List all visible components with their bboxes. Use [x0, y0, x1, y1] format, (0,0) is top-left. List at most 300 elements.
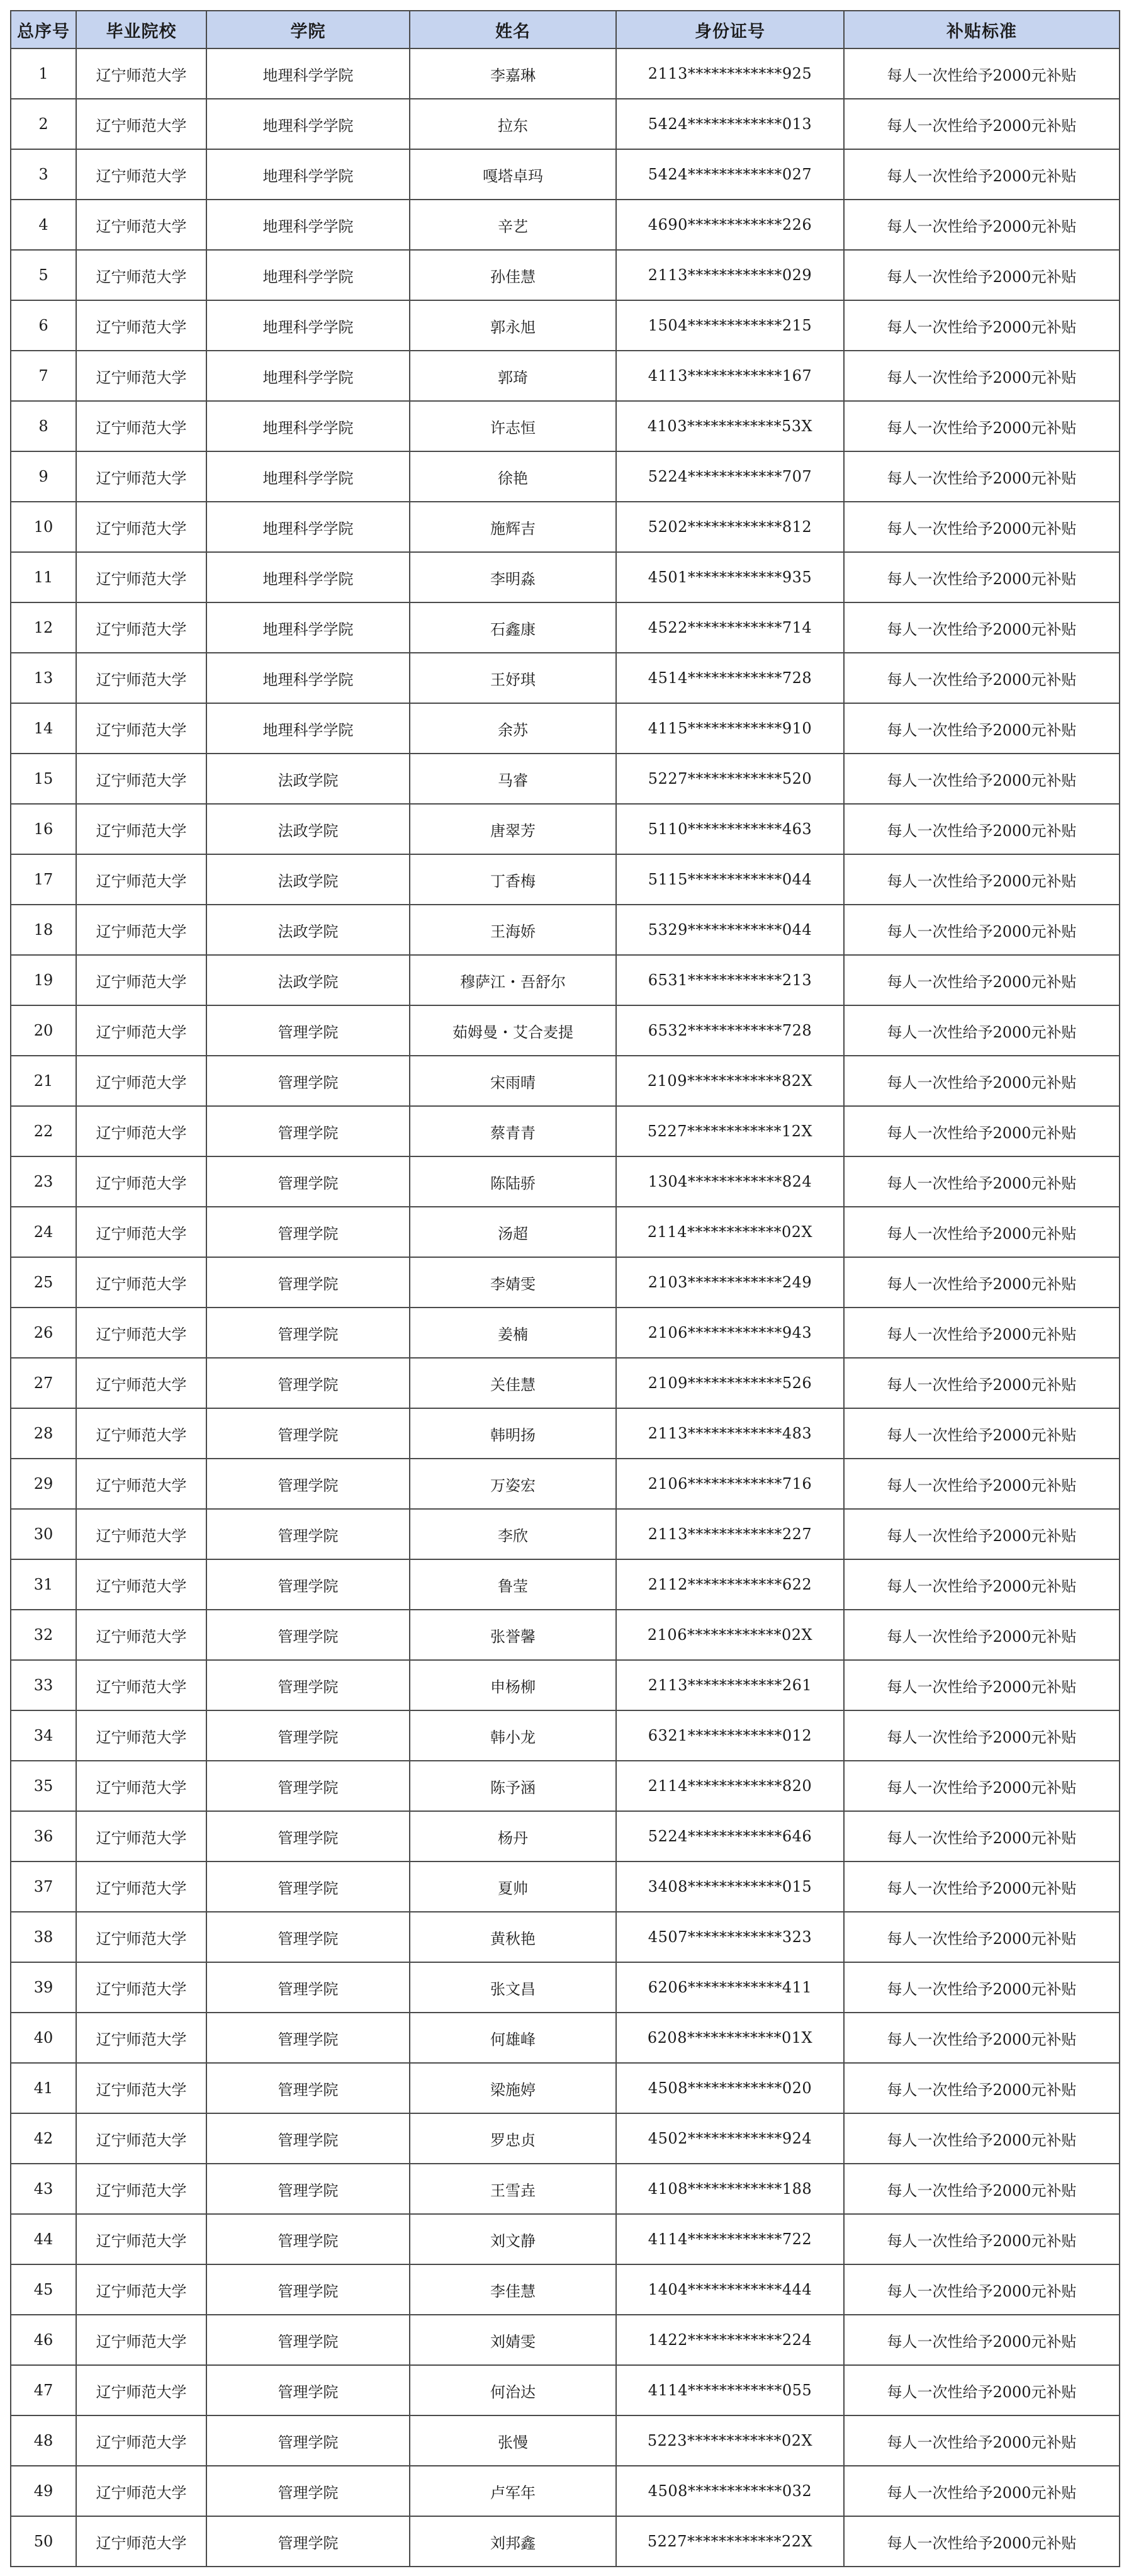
- table-row: [11, 1861, 1120, 1912]
- id-number-cell: 2113************925: [616, 48, 844, 99]
- graduate-school-cell: 辽宁师范大学: [76, 1257, 206, 1308]
- serial-number-cell: 50: [11, 2516, 76, 2567]
- id-number-cell: 1504************215: [616, 300, 844, 351]
- id-number-cell: 5224************646: [616, 1811, 844, 1861]
- name-cell: 关佳慧: [410, 1358, 616, 1408]
- serial-number-cell: 16: [11, 804, 76, 854]
- name-cell: 马睿: [410, 754, 616, 804]
- college-cell: 管理学院: [206, 1005, 410, 1056]
- graduate-school-cell: 辽宁师范大学: [76, 1660, 206, 1710]
- subsidy-standard-cell: 每人一次性给予2000元补贴: [844, 1106, 1120, 1156]
- id-number-cell: 4502************924: [616, 2113, 844, 2164]
- graduate-school-cell: 辽宁师范大学: [76, 2113, 206, 2164]
- table-row: [11, 2013, 1120, 2063]
- college-cell: 管理学院: [206, 2466, 410, 2516]
- subsidy-standard-cell: 每人一次性给予2000元补贴: [844, 1005, 1120, 1056]
- college-cell: 管理学院: [206, 1962, 410, 2013]
- id-number-cell: 2113************227: [616, 1509, 844, 1559]
- name-cell: 徐艳: [410, 451, 616, 502]
- serial-number-cell: 33: [11, 1660, 76, 1710]
- name-cell: 鲁莹: [410, 1559, 616, 1610]
- table-row: [11, 1912, 1120, 1962]
- college-cell: 管理学院: [206, 1308, 410, 1358]
- name-cell: 郭琦: [410, 351, 616, 401]
- subsidy-standard-cell: 每人一次性给予2000元补贴: [844, 1207, 1120, 1257]
- graduate-school-cell: 辽宁师范大学: [76, 1459, 206, 1509]
- subsidy-standard-cell: 每人一次性给予2000元补贴: [844, 1156, 1120, 1207]
- graduate-school-cell: 辽宁师范大学: [76, 653, 206, 703]
- table-row: [11, 1660, 1120, 1710]
- table-row: [11, 2113, 1120, 2164]
- name-cell: 石鑫康: [410, 602, 616, 653]
- graduate-school-cell: 辽宁师范大学: [76, 2315, 206, 2365]
- subsidy-standard-cell: 每人一次性给予2000元补贴: [844, 955, 1120, 1005]
- graduate-school-cell: 辽宁师范大学: [76, 300, 206, 351]
- name-cell: 韩明扬: [410, 1408, 616, 1459]
- subsidy-standard-cell: 每人一次性给予2000元补贴: [844, 1811, 1120, 1861]
- name-cell: 李佳慧: [410, 2264, 616, 2315]
- serial-number-cell: 35: [11, 1761, 76, 1811]
- serial-number-cell: 6: [11, 300, 76, 351]
- subsidy-standard-cell: 每人一次性给予2000元补贴: [844, 2214, 1120, 2264]
- name-cell: 罗忠贞: [410, 2113, 616, 2164]
- table-body: [11, 48, 1120, 2567]
- id-number-cell: 5227************22X: [616, 2516, 844, 2567]
- serial-number-cell: 13: [11, 653, 76, 703]
- id-number-cell: 6531************213: [616, 955, 844, 1005]
- name-cell: 夏帅: [410, 1861, 616, 1912]
- subsidy-standard-cell: 每人一次性给予2000元补贴: [844, 2164, 1120, 2214]
- table-row: [11, 250, 1120, 300]
- table-row: [11, 1005, 1120, 1056]
- id-number-cell: 5223************02X: [616, 2415, 844, 2466]
- serial-number-cell: 34: [11, 1710, 76, 1761]
- id-number-cell: 2114************820: [616, 1761, 844, 1811]
- subsidy-standard-cell: 每人一次性给予2000元补贴: [844, 1559, 1120, 1610]
- college-cell: 法政学院: [206, 754, 410, 804]
- subsidy-standard-cell: 每人一次性给予2000元补贴: [844, 1056, 1120, 1106]
- graduate-school-cell: 辽宁师范大学: [76, 451, 206, 502]
- subsidy-standard-cell: 每人一次性给予2000元补贴: [844, 2063, 1120, 2113]
- serial-number-cell: 48: [11, 2415, 76, 2466]
- serial-number-cell: 25: [11, 1257, 76, 1308]
- college-cell: 地理科学学院: [206, 48, 410, 99]
- serial-number-cell: 20: [11, 1005, 76, 1056]
- college-cell: 地理科学学院: [206, 300, 410, 351]
- name-cell: 郭永旭: [410, 300, 616, 351]
- college-cell: 地理科学学院: [206, 250, 410, 300]
- id-number-cell: 1404************444: [616, 2264, 844, 2315]
- name-cell: 茹姆曼・艾合麦提: [410, 1005, 616, 1056]
- name-cell: 孙佳慧: [410, 250, 616, 300]
- college-cell: 管理学院: [206, 1358, 410, 1408]
- graduate-school-cell: 辽宁师范大学: [76, 99, 206, 149]
- subsidy-standard-cell: 每人一次性给予2000元补贴: [844, 502, 1120, 552]
- id-number-cell: 4103************53X: [616, 401, 844, 451]
- table-row: [11, 2164, 1120, 2214]
- college-cell: 管理学院: [206, 2516, 410, 2567]
- id-number-cell: 6206************411: [616, 1962, 844, 2013]
- table-header: [11, 11, 1120, 48]
- name-cell: 梁施婷: [410, 2063, 616, 2113]
- college-cell: 地理科学学院: [206, 552, 410, 602]
- id-number-cell: 1304************824: [616, 1156, 844, 1207]
- subsidy-standard-cell: 每人一次性给予2000元补贴: [844, 2516, 1120, 2567]
- subsidy-standard-cell: 每人一次性给予2000元补贴: [844, 451, 1120, 502]
- id-number-cell: 5424************013: [616, 99, 844, 149]
- id-number-cell: 5424************027: [616, 149, 844, 200]
- graduate-school-cell: 辽宁师范大学: [76, 1761, 206, 1811]
- name-cell: 韩小龙: [410, 1710, 616, 1761]
- serial-number-cell: 46: [11, 2315, 76, 2365]
- serial-number-cell: 38: [11, 1912, 76, 1962]
- college-cell: 法政学院: [206, 905, 410, 955]
- table-row: [11, 1106, 1120, 1156]
- name-cell: 刘婧雯: [410, 2315, 616, 2365]
- serial-number-cell: 42: [11, 2113, 76, 2164]
- college-cell: 管理学院: [206, 2013, 410, 2063]
- subsidy-standard-cell: 每人一次性给予2000元补贴: [844, 99, 1120, 149]
- graduate-school-cell: 辽宁师范大学: [76, 2516, 206, 2567]
- graduate-school-cell: 辽宁师范大学: [76, 1962, 206, 2013]
- serial-number-cell: 23: [11, 1156, 76, 1207]
- table-row: [11, 1358, 1120, 1408]
- id-number-cell: 4114************055: [616, 2365, 844, 2415]
- id-number-cell: 4113************167: [616, 351, 844, 401]
- name-cell: 张文昌: [410, 1962, 616, 2013]
- table-row: [11, 351, 1120, 401]
- header-name: 姓名: [410, 11, 616, 48]
- table-row: [11, 1308, 1120, 1358]
- id-number-cell: 6321************012: [616, 1710, 844, 1761]
- subsidy-standard-cell: 每人一次性给予2000元补贴: [844, 905, 1120, 955]
- id-number-cell: 5227************12X: [616, 1106, 844, 1156]
- id-number-cell: 2109************82X: [616, 1056, 844, 1106]
- name-cell: 宋雨晴: [410, 1056, 616, 1106]
- subsidy-standard-cell: 每人一次性给予2000元补贴: [844, 1509, 1120, 1559]
- subsidy-standard-cell: 每人一次性给予2000元补贴: [844, 1962, 1120, 2013]
- serial-number-cell: 41: [11, 2063, 76, 2113]
- college-cell: 管理学院: [206, 1912, 410, 1962]
- college-cell: 地理科学学院: [206, 149, 410, 200]
- college-cell: 法政学院: [206, 804, 410, 854]
- table-row: [11, 653, 1120, 703]
- subsidy-standard-cell: 每人一次性给予2000元补贴: [844, 2264, 1120, 2315]
- graduate-school-cell: 辽宁师范大学: [76, 703, 206, 754]
- name-cell: 张誉馨: [410, 1610, 616, 1660]
- subsidy-standard-cell: 每人一次性给予2000元补贴: [844, 552, 1120, 602]
- graduate-school-cell: 辽宁师范大学: [76, 1358, 206, 1408]
- graduate-school-cell: 辽宁师范大学: [76, 1005, 206, 1056]
- graduate-school-cell: 辽宁师范大学: [76, 351, 206, 401]
- name-cell: 李欣: [410, 1509, 616, 1559]
- serial-number-cell: 9: [11, 451, 76, 502]
- serial-number-cell: 18: [11, 905, 76, 955]
- name-cell: 李婧雯: [410, 1257, 616, 1308]
- header-college: 学院: [206, 11, 410, 48]
- name-cell: 王海娇: [410, 905, 616, 955]
- college-cell: 地理科学学院: [206, 653, 410, 703]
- graduate-school-cell: 辽宁师范大学: [76, 401, 206, 451]
- college-cell: 法政学院: [206, 955, 410, 1005]
- name-cell: 王雪垚: [410, 2164, 616, 2214]
- subsidy-standard-cell: 每人一次性给予2000元补贴: [844, 1660, 1120, 1710]
- college-cell: 管理学院: [206, 1156, 410, 1207]
- table-row: [11, 149, 1120, 200]
- id-number-cell: 6532************728: [616, 1005, 844, 1056]
- serial-number-cell: 11: [11, 552, 76, 602]
- graduate-school-cell: 辽宁师范大学: [76, 905, 206, 955]
- id-number-cell: 2106************716: [616, 1459, 844, 1509]
- graduate-school-cell: 辽宁师范大学: [76, 250, 206, 300]
- serial-number-cell: 14: [11, 703, 76, 754]
- table-row: [11, 300, 1120, 351]
- id-number-cell: 2113************261: [616, 1660, 844, 1710]
- id-number-cell: 4508************032: [616, 2466, 844, 2516]
- subsidy-standard-cell: 每人一次性给予2000元补贴: [844, 1710, 1120, 1761]
- subsidy-standard-cell: 每人一次性给予2000元补贴: [844, 1610, 1120, 1660]
- graduate-school-cell: 辽宁师范大学: [76, 1308, 206, 1358]
- subsidy-standard-cell: 每人一次性给予2000元补贴: [844, 1308, 1120, 1358]
- name-cell: 李嘉琳: [410, 48, 616, 99]
- serial-number-cell: 8: [11, 401, 76, 451]
- graduate-school-cell: 辽宁师范大学: [76, 200, 206, 250]
- name-cell: 王妤琪: [410, 653, 616, 703]
- serial-number-cell: 27: [11, 1358, 76, 1408]
- id-number-cell: 4108************188: [616, 2164, 844, 2214]
- table-row: [11, 1156, 1120, 1207]
- college-cell: 地理科学学院: [206, 351, 410, 401]
- name-cell: 李明淼: [410, 552, 616, 602]
- name-cell: 何治达: [410, 2365, 616, 2415]
- graduate-school-cell: 辽宁师范大学: [76, 602, 206, 653]
- graduate-school-cell: 辽宁师范大学: [76, 754, 206, 804]
- serial-number-cell: 10: [11, 502, 76, 552]
- college-cell: 管理学院: [206, 2063, 410, 2113]
- college-cell: 管理学院: [206, 1257, 410, 1308]
- subsidy-standard-cell: 每人一次性给予2000元补贴: [844, 602, 1120, 653]
- college-cell: 管理学院: [206, 1811, 410, 1861]
- table-row: [11, 48, 1120, 99]
- serial-number-cell: 7: [11, 351, 76, 401]
- subsidy-standard-cell: 每人一次性给予2000元补贴: [844, 351, 1120, 401]
- subsidy-standard-cell: 每人一次性给予2000元补贴: [844, 754, 1120, 804]
- name-cell: 蔡青青: [410, 1106, 616, 1156]
- table-row: [11, 955, 1120, 1005]
- id-number-cell: 2113************483: [616, 1408, 844, 1459]
- table-row: [11, 200, 1120, 250]
- graduate-school-cell: 辽宁师范大学: [76, 1056, 206, 1106]
- table-row: [11, 602, 1120, 653]
- serial-number-cell: 4: [11, 200, 76, 250]
- id-number-cell: 5329************044: [616, 905, 844, 955]
- graduate-school-cell: 辽宁师范大学: [76, 2063, 206, 2113]
- subsidy-standard-cell: 每人一次性给予2000元补贴: [844, 1408, 1120, 1459]
- subsidy-standard-cell: 每人一次性给予2000元补贴: [844, 1459, 1120, 1509]
- serial-number-cell: 17: [11, 854, 76, 905]
- id-number-cell: 5224************707: [616, 451, 844, 502]
- graduate-school-cell: 辽宁师范大学: [76, 2164, 206, 2214]
- college-cell: 管理学院: [206, 2113, 410, 2164]
- table-row: [11, 401, 1120, 451]
- name-cell: 刘邦鑫: [410, 2516, 616, 2567]
- id-number-cell: 1422************224: [616, 2315, 844, 2365]
- table-row: [11, 1257, 1120, 1308]
- table-row: [11, 1710, 1120, 1761]
- college-cell: 管理学院: [206, 1710, 410, 1761]
- graduate-school-cell: 辽宁师范大学: [76, 955, 206, 1005]
- serial-number-cell: 15: [11, 754, 76, 804]
- serial-number-cell: 22: [11, 1106, 76, 1156]
- college-cell: 管理学院: [206, 1459, 410, 1509]
- graduate-school-cell: 辽宁师范大学: [76, 1408, 206, 1459]
- subsidy-standard-cell: 每人一次性给予2000元补贴: [844, 2013, 1120, 2063]
- table-row: [11, 2063, 1120, 2113]
- table-row: [11, 1056, 1120, 1106]
- serial-number-cell: 28: [11, 1408, 76, 1459]
- table-row: [11, 2365, 1120, 2415]
- table-row: [11, 905, 1120, 955]
- subsidy-standard-cell: 每人一次性给予2000元补贴: [844, 300, 1120, 351]
- id-number-cell: 2103************249: [616, 1257, 844, 1308]
- table-row: [11, 2264, 1120, 2315]
- graduate-school-cell: 辽宁师范大学: [76, 1559, 206, 1610]
- subsidy-standard-cell: 每人一次性给予2000元补贴: [844, 1761, 1120, 1811]
- subsidy-standard-cell: 每人一次性给予2000元补贴: [844, 401, 1120, 451]
- college-cell: 管理学院: [206, 1207, 410, 1257]
- graduate-school-cell: 辽宁师范大学: [76, 1861, 206, 1912]
- serial-number-cell: 26: [11, 1308, 76, 1358]
- id-number-cell: 5202************812: [616, 502, 844, 552]
- name-cell: 丁香梅: [410, 854, 616, 905]
- college-cell: 地理科学学院: [206, 200, 410, 250]
- graduate-school-cell: 辽宁师范大学: [76, 1610, 206, 1660]
- college-cell: 管理学院: [206, 1509, 410, 1559]
- serial-number-cell: 30: [11, 1509, 76, 1559]
- id-number-cell: 4514************728: [616, 653, 844, 703]
- graduate-school-cell: 辽宁师范大学: [76, 1912, 206, 1962]
- graduate-school-cell: 辽宁师范大学: [76, 1811, 206, 1861]
- id-number-cell: 4115************910: [616, 703, 844, 754]
- name-cell: 万姿宏: [410, 1459, 616, 1509]
- subsidy-standard-cell: 每人一次性给予2000元补贴: [844, 250, 1120, 300]
- subsidy-standard-cell: 每人一次性给予2000元补贴: [844, 2415, 1120, 2466]
- subsidy-standard-cell: 每人一次性给予2000元补贴: [844, 1912, 1120, 1962]
- graduate-school-cell: 辽宁师范大学: [76, 804, 206, 854]
- table-row: [11, 1559, 1120, 1610]
- serial-number-cell: 37: [11, 1861, 76, 1912]
- college-cell: 管理学院: [206, 2264, 410, 2315]
- college-cell: 管理学院: [206, 1610, 410, 1660]
- name-cell: 汤超: [410, 1207, 616, 1257]
- subsidy-standard-cell: 每人一次性给予2000元补贴: [844, 1257, 1120, 1308]
- serial-number-cell: 24: [11, 1207, 76, 1257]
- name-cell: 何雄峰: [410, 2013, 616, 2063]
- serial-number-cell: 12: [11, 602, 76, 653]
- graduate-school-cell: 辽宁师范大学: [76, 2365, 206, 2415]
- graduate-school-cell: 辽宁师范大学: [76, 1509, 206, 1559]
- college-cell: 管理学院: [206, 2164, 410, 2214]
- id-number-cell: 2106************943: [616, 1308, 844, 1358]
- college-cell: 法政学院: [206, 854, 410, 905]
- id-number-cell: 6208************01X: [616, 2013, 844, 2063]
- subsidy-standard-cell: 每人一次性给予2000元补贴: [844, 1861, 1120, 1912]
- name-cell: 张慢: [410, 2415, 616, 2466]
- college-cell: 管理学院: [206, 1861, 410, 1912]
- subsidy-table: [10, 10, 1120, 2567]
- serial-number-cell: 32: [11, 1610, 76, 1660]
- id-number-cell: 5115************044: [616, 854, 844, 905]
- graduate-school-cell: 辽宁师范大学: [76, 2214, 206, 2264]
- header-serial-number: 总序号: [11, 11, 76, 48]
- graduate-school-cell: 辽宁师范大学: [76, 1710, 206, 1761]
- subsidy-standard-cell: 每人一次性给予2000元补贴: [844, 854, 1120, 905]
- graduate-school-cell: 辽宁师范大学: [76, 149, 206, 200]
- table-row: [11, 1408, 1120, 1459]
- graduate-school-cell: 辽宁师范大学: [76, 552, 206, 602]
- serial-number-cell: 2: [11, 99, 76, 149]
- id-number-cell: 4522************714: [616, 602, 844, 653]
- serial-number-cell: 45: [11, 2264, 76, 2315]
- college-cell: 地理科学学院: [206, 401, 410, 451]
- subsidy-standard-cell: 每人一次性给予2000元补贴: [844, 804, 1120, 854]
- id-number-cell: 2113************029: [616, 250, 844, 300]
- table-row: [11, 2315, 1120, 2365]
- graduate-school-cell: 辽宁师范大学: [76, 2013, 206, 2063]
- name-cell: 申杨柳: [410, 1660, 616, 1710]
- name-cell: 拉东: [410, 99, 616, 149]
- subsidy-standard-cell: 每人一次性给予2000元补贴: [844, 2315, 1120, 2365]
- id-number-cell: 4508************020: [616, 2063, 844, 2113]
- header-row: [11, 11, 1120, 48]
- table-row: [11, 502, 1120, 552]
- graduate-school-cell: 辽宁师范大学: [76, 2264, 206, 2315]
- serial-number-cell: 19: [11, 955, 76, 1005]
- name-cell: 穆萨江・吾舒尔: [410, 955, 616, 1005]
- serial-number-cell: 31: [11, 1559, 76, 1610]
- table-row: [11, 1207, 1120, 1257]
- name-cell: 刘文静: [410, 2214, 616, 2264]
- college-cell: 地理科学学院: [206, 451, 410, 502]
- subsidy-standard-cell: 每人一次性给予2000元补贴: [844, 2365, 1120, 2415]
- name-cell: 卢军年: [410, 2466, 616, 2516]
- graduate-school-cell: 辽宁师范大学: [76, 2415, 206, 2466]
- name-cell: 嘎塔卓玛: [410, 149, 616, 200]
- college-cell: 管理学院: [206, 1761, 410, 1811]
- id-number-cell: 4114************722: [616, 2214, 844, 2264]
- table-row: [11, 1811, 1120, 1861]
- college-cell: 管理学院: [206, 1408, 410, 1459]
- id-number-cell: 2106************02X: [616, 1610, 844, 1660]
- table-row: [11, 2214, 1120, 2264]
- serial-number-cell: 21: [11, 1056, 76, 1106]
- serial-number-cell: 47: [11, 2365, 76, 2415]
- table-row: [11, 703, 1120, 754]
- serial-number-cell: 40: [11, 2013, 76, 2063]
- table-row: [11, 2415, 1120, 2466]
- graduate-school-cell: 辽宁师范大学: [76, 1106, 206, 1156]
- table-row: [11, 1761, 1120, 1811]
- college-cell: 管理学院: [206, 1056, 410, 1106]
- name-cell: 施辉吉: [410, 502, 616, 552]
- table-row: [11, 451, 1120, 502]
- college-cell: 管理学院: [206, 1106, 410, 1156]
- graduate-school-cell: 辽宁师范大学: [76, 48, 206, 99]
- name-cell: 余苏: [410, 703, 616, 754]
- table-row: [11, 2516, 1120, 2567]
- id-number-cell: 3408************015: [616, 1861, 844, 1912]
- college-cell: 管理学院: [206, 2415, 410, 2466]
